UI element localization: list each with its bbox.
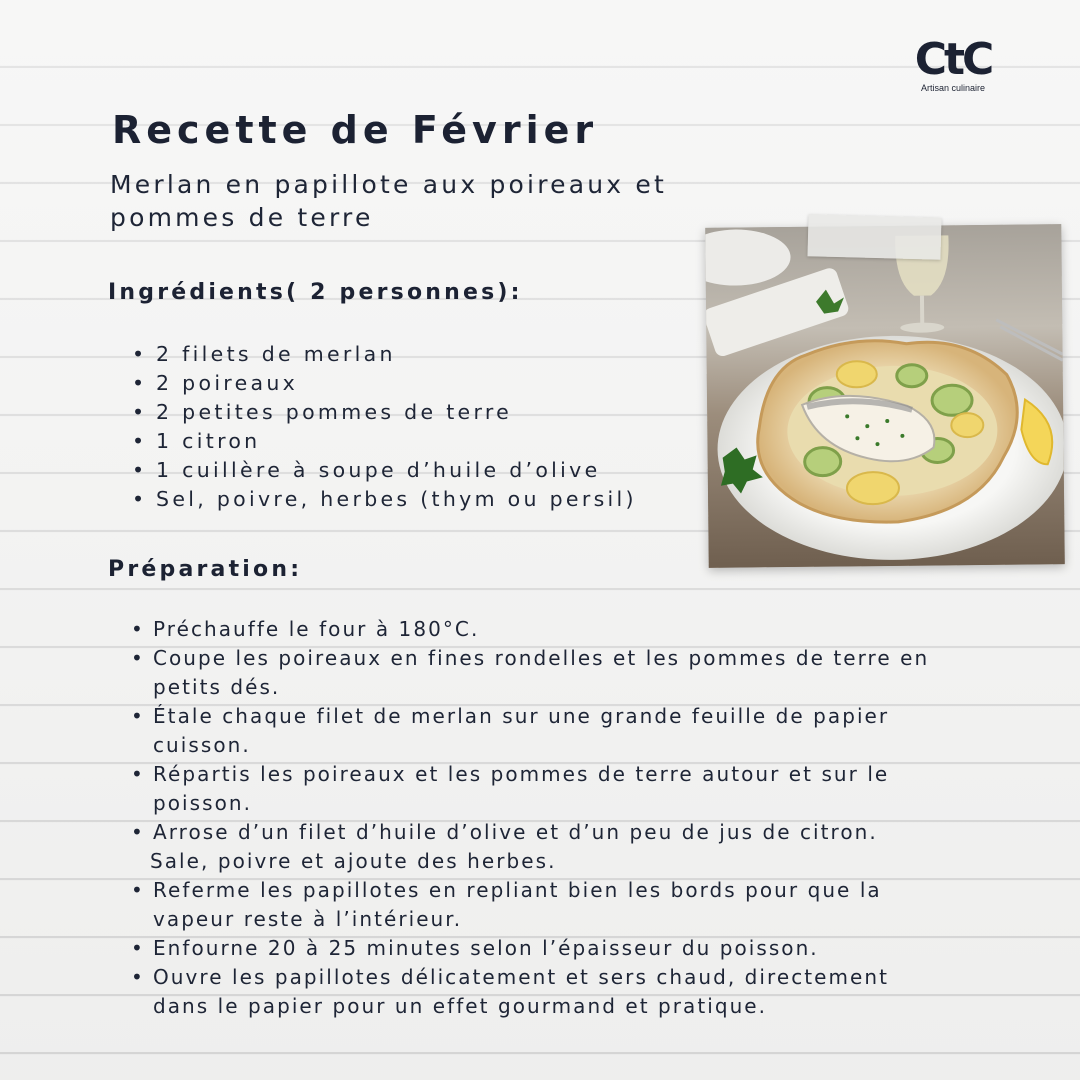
step-line: • Enfourne 20 à 25 minutes selon l’épaisseur du poisson. <box>153 936 819 960</box>
step-line: poisson. <box>153 791 252 815</box>
ingredient-item: • 2 poireaux <box>132 369 637 398</box>
step-line: Sale, poivre et ajoute des herbes. <box>150 849 557 873</box>
recipe-photo <box>705 224 1065 568</box>
step-line: • Préchauffe le four à 180°C. <box>153 617 480 641</box>
step-line: • Referme les papillotes en repliant bien les bords pour que la <box>153 878 882 902</box>
ingredients-list <box>132 340 637 514</box>
step-line: cuisson. <box>153 733 251 757</box>
preparation-step <box>131 615 1031 644</box>
preparation-step <box>131 702 1031 760</box>
ingredient-item: • 2 petites pommes de terre <box>132 398 637 427</box>
recipe-subtitle: Merlan en papillote aux poireaux et pommes de terre <box>110 170 667 232</box>
preparation-step <box>131 876 1031 934</box>
ingredients-heading: Ingrédients( 2 personnes): <box>108 280 523 305</box>
step-line: dans le papier pour un effet gourmand et pratique. <box>153 994 768 1018</box>
brand-logo <box>907 34 999 93</box>
preparation-step <box>131 934 1031 963</box>
preparation-step <box>131 644 1031 702</box>
preparation-step <box>131 760 1031 818</box>
dish-illustration <box>705 224 1065 568</box>
wine-glass-stem <box>920 296 924 326</box>
step-line: petits dés. <box>153 675 281 699</box>
preparation-steps <box>131 615 1031 1021</box>
logo-tagline: Artisan culinaire <box>920 83 986 93</box>
page-title: Recette de Février <box>112 108 599 152</box>
step-line: • Répartis les poireaux et les pommes de terre autour et sur le <box>153 762 890 786</box>
step-line: • Étale chaque filet de merlan sur une grande feuille de papier <box>153 704 890 728</box>
ingredient-item: • Sel, poivre, herbes (thym ou persil) <box>132 485 637 514</box>
ingredient-item: • 1 citron <box>132 427 637 456</box>
ingredient-item: • 2 filets de merlan <box>132 340 637 369</box>
preparation-step <box>131 963 1031 1021</box>
preparation-step <box>131 818 1031 876</box>
step-line: • Coupe les poireaux en fines rondelles et les pommes de terre en <box>153 646 930 670</box>
ingredient-item: • 1 cuillère à soupe d’huile d’olive <box>132 456 637 485</box>
preparation-heading: Préparation: <box>108 557 303 582</box>
step-line: • Ouvre les papillotes délicatement et sers chaud, directement <box>153 965 890 989</box>
step-line: • Arrose d’un filet d’huile d’olive et d’un peu de jus de citron. <box>153 820 878 844</box>
step-line: vapeur reste à l’intérieur. <box>153 907 463 931</box>
logo-mark: CtC <box>914 34 992 85</box>
photo-tape <box>807 214 941 259</box>
